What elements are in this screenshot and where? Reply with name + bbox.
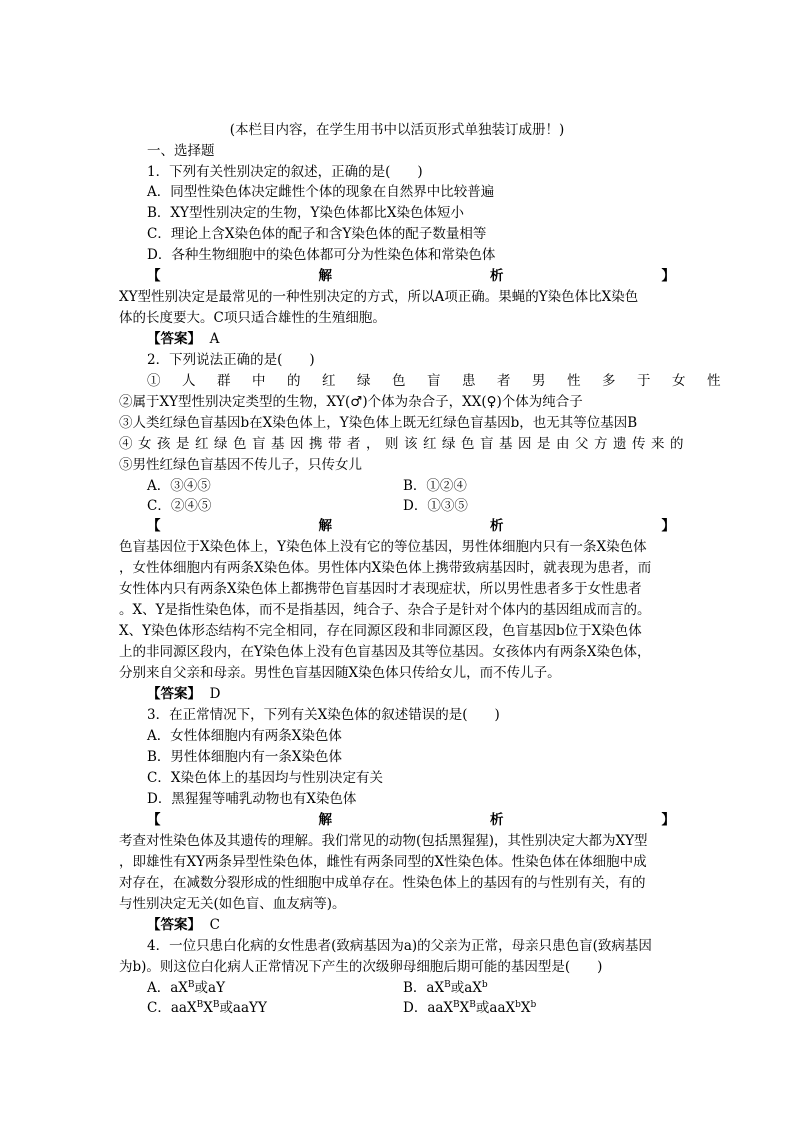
allele-superscript: b [515,1000,521,1010]
genotype-text: 或aX [450,980,482,996]
q2-statement-5: ⑤男性红绿色盲基因不传儿子，只传女儿 [119,457,362,473]
q3-stem: 3．在正常情况下，下列有关X染色体的叙述错误的是( ) [147,707,500,723]
genotype-text: aaX [427,1000,454,1016]
genotype-text: aX [426,980,445,996]
q1-analysis-line: XY型性别决定是最常见的一种性别决定的方式，所以A项正确。果蝇的Y染色体比X染色 [119,289,639,305]
q4-option-c [147,998,267,1019]
option-letter: C． [147,1000,171,1016]
answer-tag: 【答案】 [147,686,201,702]
allele-superscript: b [481,980,488,990]
q3-analysis-heading [147,810,675,831]
analysis-word-1: 解 [318,812,332,828]
q4-stem-line: 4．一位只患白化病的女性患者(致病基因为a)的父亲为正常，母亲只患色盲(致病基因 [147,938,652,954]
q2-analysis-line: 。X、Y是指性染色体，而不是指基因，纯合子、杂合子是针对个体内的基因组成而言的。 [119,602,651,618]
analysis-bracket-right: 】 [661,268,675,284]
q1-option-d: D．各种生物细胞中的染色体都可分为性染色体和常染色体 [147,247,496,263]
q2-answer [147,684,703,705]
q3-analysis-line: 对存在，在减数分裂形成的性细胞中成单存在。性染色体上的基因有的与性别有关，有的 [119,875,646,891]
genotype-text: X [520,1000,531,1016]
allele-superscript: B [444,980,451,990]
q3-analysis-line: ，即雄性有XY两条异型性染色体，雌性有两条同型的X性染色体。性染色体在体细胞中成 [119,854,647,870]
q1-stem: 1．下列有关性别决定的叙述，正确的是( ) [147,164,423,180]
q3-option-b: B．男性体细胞内有一条X染色体 [147,749,343,765]
q2-stem: 2．下列说法正确的是( ) [147,352,315,368]
analysis-bracket-right: 】 [661,812,675,828]
allele-superscript: B [212,1000,220,1010]
analysis-bracket-left: 【 [147,812,161,828]
genotype-text: aX [170,980,188,996]
answer-tag: 【答案】 [147,331,201,347]
q2-analysis-line: ，女性体细胞内有两条X染色体。男性体内X染色体上携带致病基因时，就表现为患者，而 [119,560,652,576]
q2-statement-4: ④女孩是红绿色盲基因携带者，则该红绿色盲基因是由父方遗传来的 [119,436,689,452]
page-header: (本栏目内容，在学生用书中以活页形式单独装订成册！) [229,122,565,138]
q2-option-b: B．①②④ [403,478,467,494]
q4-option-d [403,998,536,1019]
genotype-text: 或aY [194,980,226,996]
q1-answer [147,329,703,350]
q3-answer [147,915,703,936]
q3-option-c: C．X染色体上的基因均与性别决定有关 [147,770,383,786]
analysis-word-2: 析 [490,518,504,534]
q2-analysis-line: 女性体内只有两条X染色体上都携带色盲基因时才表现症状，所以男性患者多于女性患者 [119,581,642,597]
analysis-bracket-left: 【 [147,518,161,534]
allele-superscript: B [187,980,195,990]
analysis-bracket-right: 】 [661,518,675,534]
q2-statement-3: ③人类红绿色盲基因b在X染色体上，Y染色体上既无红绿色盲基因b，也无其等位基因B [119,415,638,431]
option-letter: A． [147,980,171,996]
q2-analysis-line: X、Y染色体形态结构不完全相同，存在同源区段和非同源区段，色盲基因b位于X染色体 [119,623,642,639]
q1-analysis-line: 体的长度要大。C项只适合雄性的生殖细胞。 [119,310,386,326]
option-letter: D． [403,1000,428,1016]
q4-option-a [147,978,225,999]
q1-option-b: B．XY型性别决定的生物，Y染色体都比X染色体短小 [147,205,464,221]
q3-analysis-line: 与性别决定无关(如色盲、血友病等)。 [119,896,346,912]
q2-analysis-heading [147,516,675,537]
q2-option-a: A．③④⑤ [147,478,211,494]
q2-analysis-line: 分别来自父亲和母亲。男性色盲基因随X染色体只传给女儿，而不传儿子。 [119,665,561,681]
genotype-text: 或aaYY [219,1000,267,1016]
q2-statement-2: ②属于XY型性别决定类型的生物，XY(♂)个体为杂合子，XX(♀)个体为纯合子 [119,394,583,410]
q1-analysis-heading [147,266,675,287]
q2-statement-1: ①人群中的红绿色盲患者男性多于女性 [147,373,742,389]
genotype-text: X [203,1000,213,1016]
answer-tag: 【答案】 [147,917,201,933]
section-title: 一、选择题 [147,143,215,159]
q3-option-d: D．黑猩猩等哺乳动物也有X染色体 [147,791,357,807]
q2-option-d: D．①③⑤ [403,498,468,514]
genotype-text: aaX [170,1000,197,1016]
q1-option-a: A．同型性染色体决定雌性个体的现象在自然界中比较普遍 [147,184,495,200]
genotype-text: X [459,1000,470,1016]
answer-value: D [209,686,221,702]
q3-analysis-line: 考查对性染色体及其遗传的理解。我们常见的动物(包括黑猩猩)，其性别决定大都为XY型 [119,833,648,849]
q4-stem-line: 为b)。则这位白化病人正常情况下产生的次级卵母细胞后期可能的基因型是( ) [119,959,603,975]
q2-analysis-line: 色盲基因位于X染色体上，Y染色体上没有它的等位基因，男性体细胞内只有一条X染色体 [119,539,647,555]
allele-superscript: B [453,1000,460,1010]
analysis-word-1: 解 [318,268,332,284]
q2-analysis-line: 上的非同源区段内，在Y染色体上没有色盲基因及其等位基因。女孩体内有两条X染色体， [119,644,651,660]
allele-superscript: B [469,1000,476,1010]
answer-value: C [209,917,220,933]
analysis-word-2: 析 [490,812,504,828]
option-letter: B． [403,980,427,996]
answer-value: A [209,331,220,347]
q3-option-a: A．女性体细胞内有两条X染色体 [147,728,342,744]
q1-option-c: C．理论上含X染色体的配子和含Y染色体的配子数量相等 [147,226,487,242]
analysis-word-1: 解 [318,518,332,534]
genotype-text: 或aaX [475,1000,516,1016]
q4-option-b [403,978,488,999]
analysis-bracket-left: 【 [147,268,161,284]
allele-superscript: b [530,1000,537,1010]
analysis-word-2: 析 [490,268,504,284]
q2-option-c: C．②④⑤ [147,498,212,514]
allele-superscript: B [196,1000,204,1010]
